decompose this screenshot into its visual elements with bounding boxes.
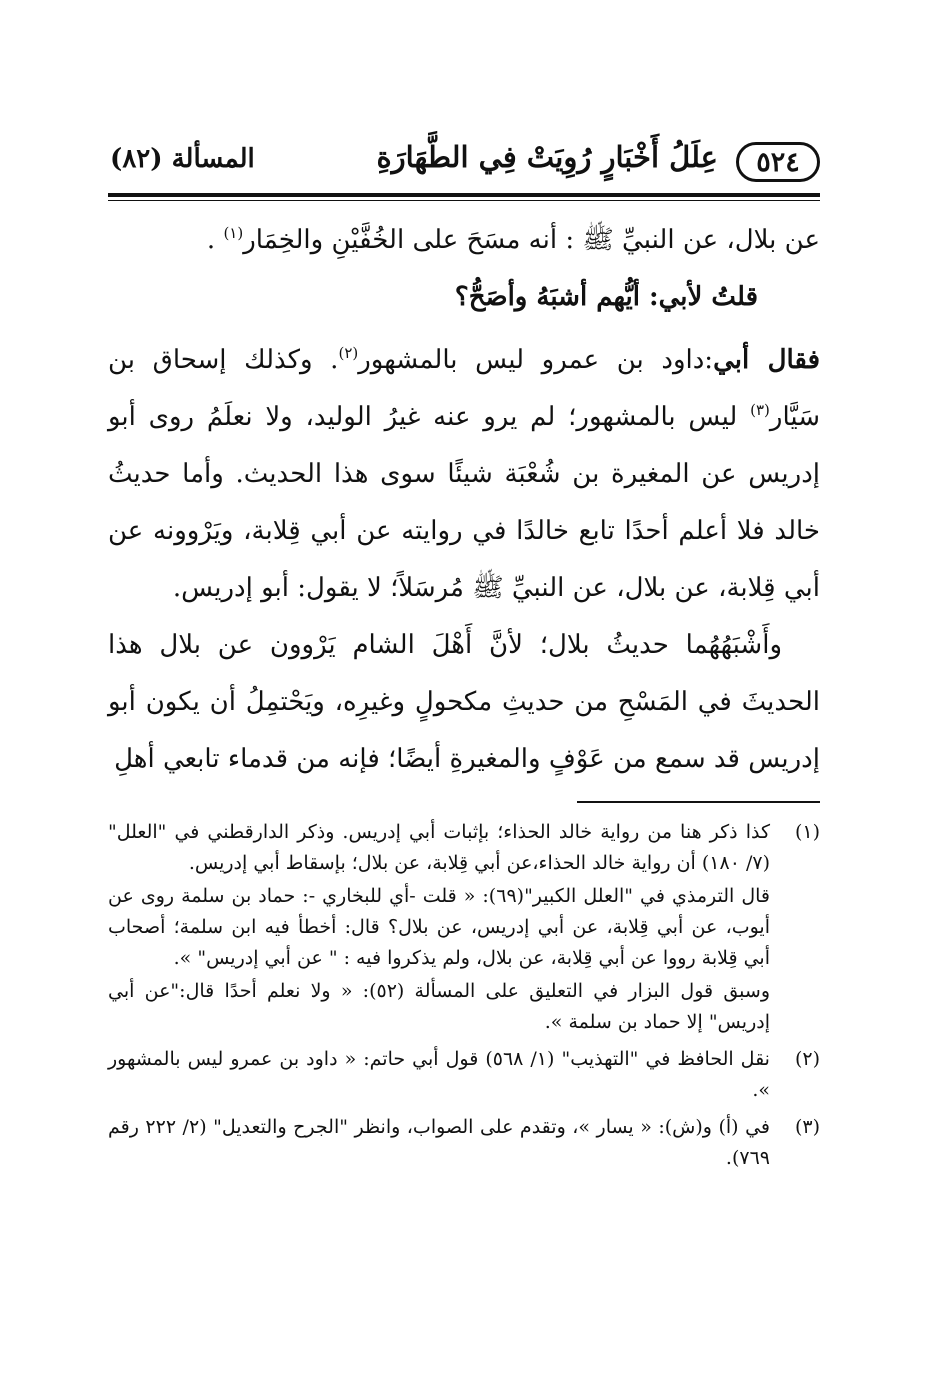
- answer-text-c: ليس بالمشهور؛ لم يرو عنه غيرُ الوليد، ولا نعلَمُ روى أبو إدريس عن المغيرة بن شُعْبَة شيئًا سوى هذا الحديث. وأما حديثُ خالد فلا أعلم أحدًا تابع خالدًا في روايته عن أبي قِلابة، ويَرْوونه عن أبي قِلابة، عن بلال، عن النبيِّ ﷺ مُرسَلاً؛ لا يقول: أبو إدريس.: [108, 402, 820, 603]
- footnote-ref-3: (٣): [750, 401, 770, 419]
- footnote-3: [108, 1112, 820, 1176]
- paragraph-1: [108, 212, 820, 269]
- speaker-label: فقال أبي: [713, 345, 821, 375]
- footnote-separator: [577, 801, 820, 803]
- footnote-paragraph: كذا ذكر هنا من رواية خالد الحذاء؛ بإثبات أبي إدريس. وذكر الدارقطني في "العلل" (٧/ ١٨٠) أن رواية خالد الحذاء،عن أبي قِلابة، عن بلال؛ بإسقاط أبي إدريس.: [108, 821, 770, 874]
- footnote-body: [108, 1112, 770, 1176]
- footnote-1: [108, 817, 820, 1040]
- question-text: قلتُ لأبي: أيُّهم أشبَهُ وأصَحُّ؟: [454, 282, 758, 312]
- footnote-paragraph: وسبق قول البزار في التعليق على المسألة (٥٢): « ولا نعلم أحدًا قال:"عن أبي إدريس" إلا حماد بن سلمة ».: [108, 980, 770, 1033]
- page-header: [108, 138, 820, 188]
- footnote-number: (١): [794, 821, 820, 843]
- page-number: ٥٢٤: [736, 142, 820, 182]
- paragraph-1-tail: .: [206, 225, 224, 255]
- footnote-body: [108, 817, 770, 1040]
- footnote-ref-2: (٢): [338, 344, 359, 362]
- answer-paragraph: [108, 332, 820, 617]
- footnote-number: (٢): [794, 1048, 820, 1070]
- footnotes: [108, 817, 820, 1180]
- header-rule-thin: [108, 200, 820, 201]
- footnote-paragraph: قال الترمذي في "العلل الكبير"(٦٩): « قلت -أي للبخاري -: حماد بن سلمة روى عن أيوب، عن أبي قِلابة، عن أبي إدريس، عن بلال؟ قال: أخطأ فيه ابن سلمة؛ أصحاب أبي قِلابة رووا عن أبي قِلابة، عن بلال، ولم يذكروا فيه : " عن أبي إدريس" ».: [108, 885, 770, 969]
- paragraph-1-text: عن بلال، عن النبيِّ ﷺ : أنه مسَحَ على الخُفَّيْنِ والخِمَار: [243, 225, 820, 255]
- book-title: عِلَلُ أَخْبَارٍ رُوِيَتْ فِي الطَّهَارَةِ: [376, 140, 718, 174]
- question-paragraph: [108, 269, 820, 326]
- header-rule-thick: [108, 193, 820, 197]
- footnote-paragraph: في (أ) و(ش): « يسار »، وتقدم على الصواب، وانظر "الجرح والتعديل" (٢/ ٢٢٢ رقم ٧٦٩).: [108, 1116, 770, 1169]
- paragraph-4-text: وأَشْبَهُهُما حديثُ بلال؛ لأنَّ أَهْلَ الشام يَرْوون عن بلال هذا الحديثَ في المَسْحِ من حديثِ مكحولٍ وغيرِه، ويَحْتمِلُ أن يكون أبو إدريس قد سمع من عَوْفٍ والمغيرةِ أيضًا؛ فإنه من قدماء تابعي أهلِ: [108, 630, 820, 774]
- answer-text-a: :داود بن عمرو ليس بالمشهور: [358, 345, 714, 375]
- footnote-number: (٣): [794, 1116, 820, 1138]
- issue-label: المسألة (٨٢): [110, 144, 255, 174]
- footnote-paragraph: نقل الحافظ في "التهذيب" (١/ ٥٦٨) قول أبي حاتم: « داود بن عمرو ليس بالمشهور ».: [108, 1048, 770, 1101]
- footnote-ref-1: (١): [223, 224, 244, 242]
- answer-text-b: . وكذلك إسحاق بن سَيَّار: [108, 345, 820, 432]
- paragraph-4: [108, 617, 820, 788]
- main-text: [108, 212, 820, 788]
- footnote-2: [108, 1044, 820, 1108]
- footnote-body: [108, 1044, 770, 1108]
